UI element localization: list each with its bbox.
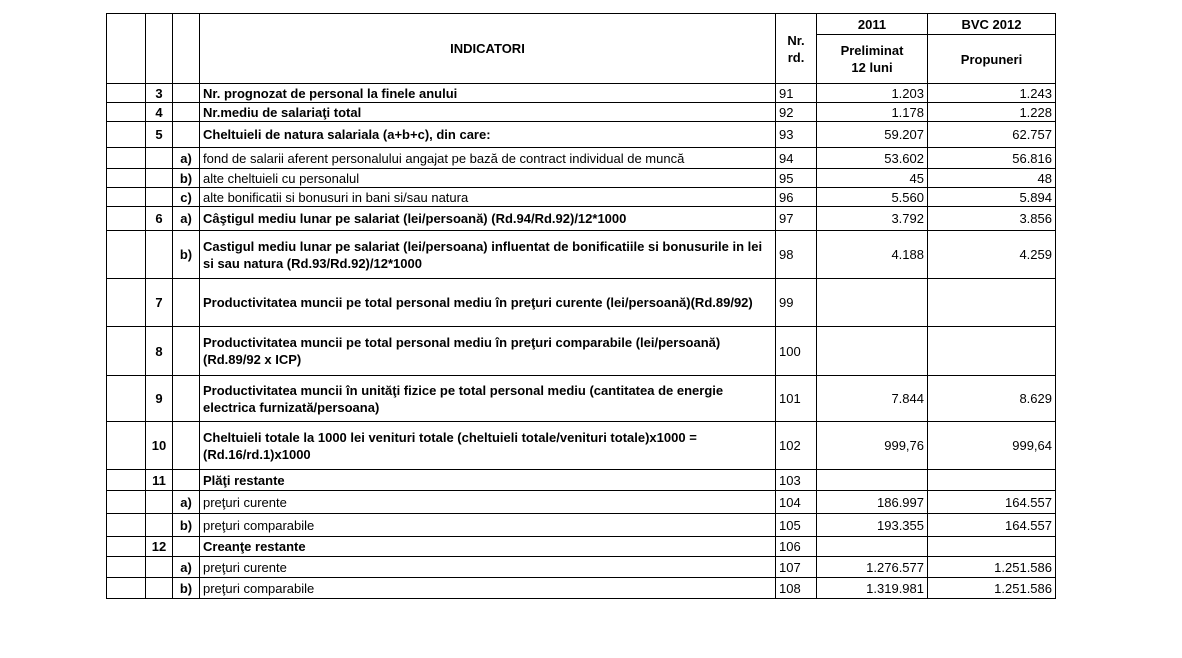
row-number bbox=[146, 231, 173, 279]
left-margin-cell bbox=[107, 491, 146, 514]
value-2012: 56.816 bbox=[928, 148, 1056, 169]
table-row bbox=[107, 557, 1056, 578]
sub-letter: a) bbox=[173, 148, 200, 169]
sub-letter bbox=[173, 470, 200, 491]
sub-letter: a) bbox=[173, 207, 200, 231]
left-margin-cell bbox=[107, 169, 146, 188]
table-row bbox=[107, 491, 1056, 514]
sub-letter bbox=[173, 103, 200, 122]
sub-letter bbox=[173, 84, 200, 103]
indicator-label: alte cheltuieli cu personalul bbox=[200, 169, 776, 188]
value-2012 bbox=[928, 327, 1056, 376]
table-row bbox=[107, 103, 1056, 122]
nr-rd-cell: 98 bbox=[776, 231, 817, 279]
left-margin-cell bbox=[107, 188, 146, 207]
value-2011: 186.997 bbox=[817, 491, 928, 514]
indicator-label: Cheltuieli totale la 1000 lei venituri totale (cheltuieli totale/venituri totale)x1000 =(Rd.16/rd.1)x1000 bbox=[200, 422, 776, 470]
row-number bbox=[146, 491, 173, 514]
preliminat-line2: 12 luni bbox=[851, 60, 893, 75]
nr-rd-cell: 94 bbox=[776, 148, 817, 169]
nr-rd-cell: 95 bbox=[776, 169, 817, 188]
value-2012: 1.251.586 bbox=[928, 557, 1056, 578]
value-2011 bbox=[817, 279, 928, 327]
nr-rd-cell: 99 bbox=[776, 279, 817, 327]
nr-rd-cell: 102 bbox=[776, 422, 817, 470]
nr-rd-line2: rd. bbox=[787, 49, 805, 65]
indicator-label: preţuri curente bbox=[200, 557, 776, 578]
nr-rd-cell: 108 bbox=[776, 578, 817, 599]
nr-rd-cell: 96 bbox=[776, 188, 817, 207]
indicator-label: Nr.mediu de salariaţi total bbox=[200, 103, 776, 122]
row-number: 3 bbox=[146, 84, 173, 103]
row-number: 9 bbox=[146, 376, 173, 422]
sub-letter bbox=[173, 327, 200, 376]
left-margin-cell bbox=[107, 578, 146, 599]
sub-letter: a) bbox=[173, 491, 200, 514]
table-row bbox=[107, 470, 1056, 491]
table-row bbox=[107, 169, 1056, 188]
nr-rd-cell: 101 bbox=[776, 376, 817, 422]
left-margin-cell bbox=[107, 84, 146, 103]
table-row bbox=[107, 514, 1056, 537]
table-row bbox=[107, 84, 1056, 103]
indicator-label: Creanţe restante bbox=[200, 537, 776, 557]
propuneri-header: Propuneri bbox=[928, 35, 1056, 84]
nr-rd-header bbox=[776, 14, 817, 84]
sub-letter bbox=[173, 376, 200, 422]
value-2012 bbox=[928, 537, 1056, 557]
header-row-1 bbox=[107, 14, 1056, 35]
row-number bbox=[146, 169, 173, 188]
value-2012: 8.629 bbox=[928, 376, 1056, 422]
indicator-label: Plăţi restante bbox=[200, 470, 776, 491]
sub-letter: b) bbox=[173, 578, 200, 599]
value-2012: 48 bbox=[928, 169, 1056, 188]
value-2012: 164.557 bbox=[928, 514, 1056, 537]
table-row bbox=[107, 231, 1056, 279]
sub-letter: a) bbox=[173, 557, 200, 578]
row-number bbox=[146, 514, 173, 537]
left-margin-cell bbox=[107, 327, 146, 376]
value-2011: 4.188 bbox=[817, 231, 928, 279]
indicators-table bbox=[106, 13, 1056, 599]
row-number: 10 bbox=[146, 422, 173, 470]
row-number: 5 bbox=[146, 122, 173, 148]
nr-rd-line1: Nr. bbox=[787, 32, 805, 48]
left-margin-cell bbox=[107, 231, 146, 279]
nr-rd-cell: 104 bbox=[776, 491, 817, 514]
preliminat-header bbox=[817, 35, 928, 84]
nr-rd-cell: 105 bbox=[776, 514, 817, 537]
sub-letter bbox=[173, 122, 200, 148]
indicator-label: preţuri comparabile bbox=[200, 514, 776, 537]
row-number: 11 bbox=[146, 470, 173, 491]
row-number: 6 bbox=[146, 207, 173, 231]
value-2012: 999,64 bbox=[928, 422, 1056, 470]
header-blank-cell bbox=[173, 14, 200, 84]
nr-rd-cell: 91 bbox=[776, 84, 817, 103]
value-2012 bbox=[928, 279, 1056, 327]
left-margin-cell bbox=[107, 279, 146, 327]
value-2011: 53.602 bbox=[817, 148, 928, 169]
table-row bbox=[107, 578, 1056, 599]
value-2011: 1.276.577 bbox=[817, 557, 928, 578]
indicator-label: Productivitatea muncii pe total personal mediu în preţuri comparabile (lei/persoană)(Rd.89/92 x ICP) bbox=[200, 327, 776, 376]
table-row bbox=[107, 207, 1056, 231]
indicator-label: Castigul mediu lunar pe salariat (lei/persoana) influentat de bonificatiile si bonusurile in lei si sau natura (Rd.93/Rd.92)/12*1000 bbox=[200, 231, 776, 279]
nr-rd-cell: 103 bbox=[776, 470, 817, 491]
row-number: 7 bbox=[146, 279, 173, 327]
bvc-2012-header: BVC 2012 bbox=[928, 14, 1056, 35]
indicator-label: Productivitatea muncii în unităţi fizice pe total personal mediu (cantitatea de energie electrica furnizată/persoana) bbox=[200, 376, 776, 422]
value-2011: 59.207 bbox=[817, 122, 928, 148]
sub-letter bbox=[173, 537, 200, 557]
nr-rd-cell: 92 bbox=[776, 103, 817, 122]
value-2012: 4.259 bbox=[928, 231, 1056, 279]
left-margin-cell bbox=[107, 470, 146, 491]
indicator-label: alte bonificatii si bonusuri in bani si/sau natura bbox=[200, 188, 776, 207]
row-number: 4 bbox=[146, 103, 173, 122]
left-margin-cell bbox=[107, 422, 146, 470]
value-2012: 1.243 bbox=[928, 84, 1056, 103]
header-blank-cell bbox=[146, 14, 173, 84]
value-2012: 5.894 bbox=[928, 188, 1056, 207]
nr-rd-cell: 97 bbox=[776, 207, 817, 231]
indicator-label: Nr. prognozat de personal la finele anului bbox=[200, 84, 776, 103]
sub-letter: b) bbox=[173, 231, 200, 279]
value-2011: 45 bbox=[817, 169, 928, 188]
value-2012 bbox=[928, 470, 1056, 491]
left-margin-cell bbox=[107, 103, 146, 122]
left-margin-cell bbox=[107, 376, 146, 422]
value-2011 bbox=[817, 537, 928, 557]
table-row bbox=[107, 122, 1056, 148]
sub-letter bbox=[173, 279, 200, 327]
value-2011: 7.844 bbox=[817, 376, 928, 422]
indicator-label: preţuri comparabile bbox=[200, 578, 776, 599]
preliminat-line1: Preliminat bbox=[840, 43, 904, 58]
nr-rd-cell: 93 bbox=[776, 122, 817, 148]
value-2012: 164.557 bbox=[928, 491, 1056, 514]
nr-rd-cell: 107 bbox=[776, 557, 817, 578]
left-margin-cell bbox=[107, 514, 146, 537]
table-row bbox=[107, 537, 1056, 557]
indicator-label: preţuri curente bbox=[200, 491, 776, 514]
left-margin-cell bbox=[107, 148, 146, 169]
indicator-label: Câştigul mediu lunar pe salariat (lei/persoană) (Rd.94/Rd.92)/12*1000 bbox=[200, 207, 776, 231]
value-2012: 3.856 bbox=[928, 207, 1056, 231]
value-2011: 1.319.981 bbox=[817, 578, 928, 599]
value-2011: 3.792 bbox=[817, 207, 928, 231]
table-row bbox=[107, 188, 1056, 207]
table-row bbox=[107, 422, 1056, 470]
value-2011: 193.355 bbox=[817, 514, 928, 537]
value-2011: 999,76 bbox=[817, 422, 928, 470]
row-number bbox=[146, 188, 173, 207]
table-row bbox=[107, 279, 1056, 327]
indicatori-header: INDICATORI bbox=[200, 14, 776, 84]
table-row bbox=[107, 327, 1056, 376]
row-number: 8 bbox=[146, 327, 173, 376]
value-2012: 62.757 bbox=[928, 122, 1056, 148]
value-2011: 1.203 bbox=[817, 84, 928, 103]
value-2012: 1.228 bbox=[928, 103, 1056, 122]
value-2011: 5.560 bbox=[817, 188, 928, 207]
value-2011: 1.178 bbox=[817, 103, 928, 122]
left-margin-cell bbox=[107, 207, 146, 231]
sub-letter: b) bbox=[173, 169, 200, 188]
row-number bbox=[146, 578, 173, 599]
year-2011-header: 2011 bbox=[817, 14, 928, 35]
value-2012: 1.251.586 bbox=[928, 578, 1056, 599]
left-margin-cell bbox=[107, 537, 146, 557]
row-number bbox=[146, 557, 173, 578]
value-2011 bbox=[817, 327, 928, 376]
header-corner-cell bbox=[107, 14, 146, 84]
table-row bbox=[107, 148, 1056, 169]
table-row bbox=[107, 376, 1056, 422]
left-margin-cell bbox=[107, 557, 146, 578]
sub-letter: c) bbox=[173, 188, 200, 207]
row-number bbox=[146, 148, 173, 169]
nr-rd-cell: 106 bbox=[776, 537, 817, 557]
row-number: 12 bbox=[146, 537, 173, 557]
sub-letter: b) bbox=[173, 514, 200, 537]
value-2011 bbox=[817, 470, 928, 491]
indicator-label: fond de salarii aferent personalului angajat pe bază de contract individual de muncă bbox=[200, 148, 776, 169]
indicator-label: Productivitatea muncii pe total personal mediu în preţuri curente (lei/persoană)(Rd.89/92) bbox=[200, 279, 776, 327]
indicator-label: Cheltuieli de natura salariala (a+b+c), din care: bbox=[200, 122, 776, 148]
nr-rd-cell: 100 bbox=[776, 327, 817, 376]
left-margin-cell bbox=[107, 122, 146, 148]
sub-letter bbox=[173, 422, 200, 470]
